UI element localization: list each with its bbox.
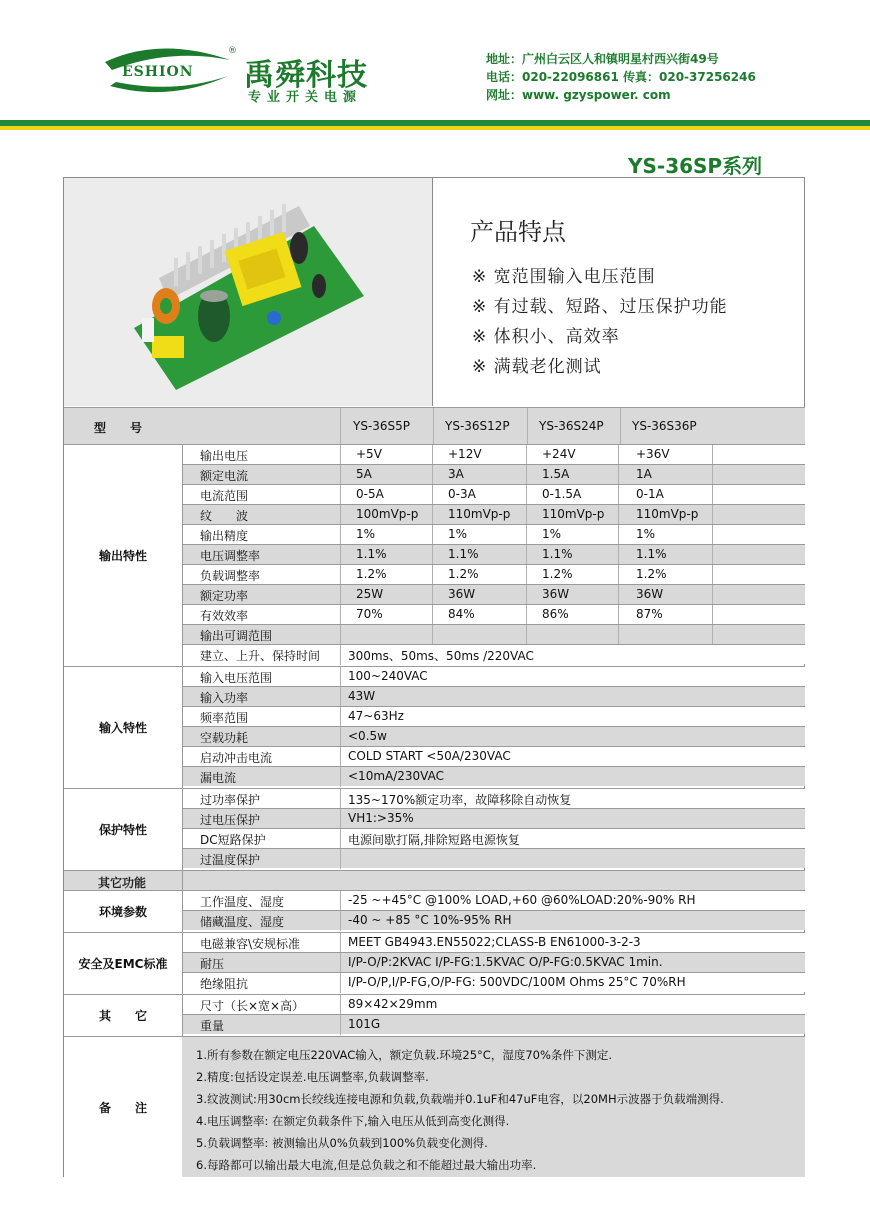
spec-row [182,766,805,786]
spec-row [182,706,805,726]
spec-label: 漏电流 [200,771,237,785]
spec-label: 输入电压范围 [200,671,273,685]
spec-value: 135~170%额定功率，故障移除自动恢复 [348,793,572,807]
model-header-row [64,407,805,444]
spec-value: -40 ~ +85 °C 10%-95% RH [348,913,512,927]
spec-value: 110mVp-p [448,507,511,521]
note-item: 2.精度:包括设定误差.电压调整率,负载调整率. [196,1070,429,1084]
category-output: 输出特性 [64,444,182,666]
spec-label: 过功率保护 [200,793,261,807]
spec-value: COLD START <50A/230VAC [348,749,511,763]
category-others: 其 它 [64,994,182,1036]
spec-value: 47~63Hz [348,709,404,723]
spec-value: 84% [448,607,475,621]
spec-value: 1.1% [542,547,573,561]
category-protection: 保护特性 [64,788,182,870]
spec-value: 1.1% [636,547,667,561]
header-band-yellow [0,126,870,130]
spec-label: 输出电压 [200,449,249,463]
spec-label: 储藏温度、湿度 [200,915,285,929]
spec-value: 70% [356,607,383,621]
spec-value: 1% [636,527,656,541]
spec-label: 重量 [200,1019,225,1033]
feature-item: ※ 宽范围输入电压范围 [472,267,656,287]
spec-row [182,484,805,504]
note-item: 1.所有参数在额定电压220VAC输入，额定负载.环境25°C，湿度70%条件下测定. [196,1048,613,1062]
spec-label: 过电压保护 [200,813,261,827]
spec-value: 25W [356,587,384,601]
spec-value: 1A [636,467,652,481]
model-name: YS-36S36P [632,419,697,433]
spec-label: 工作温度、湿度 [200,895,285,909]
spec-value: 89×42×29mm [348,997,438,1011]
spec-value: +5V [356,447,382,461]
spec-row [182,910,805,930]
spec-value: 43W [348,689,376,703]
spec-row [182,746,805,766]
spec-row [182,848,805,868]
spec-value: 1% [448,527,468,541]
spec-value: 86% [542,607,569,621]
spec-row [182,504,805,524]
spec-value: 101G [348,1017,381,1031]
spec-row [182,808,805,828]
spec-label: 建立、上升、保持时间 [200,649,321,663]
pcb-illustration [64,178,432,406]
model-name: YS-36S24P [539,419,604,433]
photo-divider [432,178,433,406]
spec-label: DC短路保护 [200,833,266,847]
spec-row [182,544,805,564]
spec-row [182,952,805,972]
spec-label: 输入功率 [200,691,249,705]
category-other-functions [64,870,805,890]
spec-value: 110mVp-p [636,507,699,521]
spec-value: 87% [636,607,663,621]
feature-item: ※ 体积小、高效率 [472,327,620,347]
spec-row [182,994,805,1014]
contact-address: 地址：广州白云区人和镇明星村西兴街49号 [486,52,719,66]
spec-value: 1.2% [356,567,387,581]
category-input: 输入特性 [64,666,182,788]
contact-website: 网址：www. gzyspower. com [486,88,671,102]
model-name: YS-36S5P [353,419,411,433]
model-name: YS-36S12P [445,419,510,433]
spec-value: 1.5A [542,467,570,481]
spec-value: 0-1.5A [542,487,582,501]
spec-value: +36V [636,447,670,461]
spec-row [182,564,805,584]
category-divider [182,444,183,1036]
spec-value: 0-3A [448,487,476,501]
spec-value: 1.2% [636,567,667,581]
spec-label: 电磁兼容\安规标准 [200,937,301,951]
spec-row [182,604,805,624]
spec-value: +12V [448,447,482,461]
spec-row [182,890,805,910]
spec-value: 1.2% [542,567,573,581]
spec-row [182,666,805,686]
spec-label: 输出可调范围 [200,629,273,643]
spec-label: 额定功率 [200,589,249,603]
spec-value: MEET GB4943.EN55022;CLASS-B EN61000-3-2-3 [348,935,641,949]
spec-row [182,524,805,544]
spec-value: <0.5w [348,729,387,743]
spec-label: 电流范围 [200,489,249,503]
spec-row [182,464,805,484]
spec-value: 300ms、50ms、50ms /220VAC [348,649,534,663]
spec-value: I/P-O/P:2KVAC I/P-FG:1.5KVAC O/P-FG:0.5KVAC 1min. [348,955,663,969]
spec-value: 0-1A [636,487,664,501]
spec-label: 负载调整率 [200,569,261,583]
product-photo [64,178,432,406]
brand-slogan: 专业开关电源 [248,90,363,105]
spec-row [182,624,805,644]
spec-value: 100~240VAC [348,669,428,683]
spec-value: 110mVp-p [542,507,605,521]
category-safety: 安全及EMC标准 [64,932,182,994]
spec-value: 36W [636,587,664,601]
category-environment: 环境参数 [64,890,182,932]
spec-label: 绝缘阻抗 [200,977,249,991]
note-item: 4.电压调整率: 在额定负载条件下,输入电压从低到高变化测得. [196,1114,510,1128]
logo-text: ESHION [122,64,194,80]
spec-label: 纹 波 [200,509,249,523]
spec-value: 1% [356,527,376,541]
spec-value: 电源间歇打隔,排除短路电源恢复 [348,833,520,847]
spec-value: I/P-O/P,I/P-FG,O/P-FG: 500VDC/100M Ohms 25°C 70%RH [348,975,686,989]
spec-value: 1.1% [448,547,479,561]
features-title: 产品特点 [470,218,566,246]
spec-value: 36W [448,587,476,601]
spec-label: 启动冲击电流 [200,751,273,765]
spec-label: 尺寸（长×宽×高） [200,999,305,1013]
spec-value: 36W [542,587,570,601]
spec-label: 有效效率 [200,609,249,623]
spec-row [182,584,805,604]
feature-item: ※ 满载老化测试 [472,357,602,377]
spec-label: 额定电流 [200,469,249,483]
category-notes: 备 注 [64,1036,182,1177]
spec-row [182,444,805,464]
spec-value: 1% [542,527,562,541]
registered-mark: ® [228,46,237,56]
notes-panel [182,1036,805,1177]
spec-value: <10mA/230VAC [348,769,444,783]
spec-value: VH1:>35% [348,811,414,825]
spec-value: 100mVp-p [356,507,419,521]
spec-value: 5A [356,467,372,481]
spec-label: 空载功耗 [200,731,249,745]
spec-row [182,972,805,992]
spec-value: 1.2% [448,567,479,581]
spec-row [182,932,805,952]
spec-value: -25 ~+45°C @100% LOAD,+60 @60%LOAD:20%-90% RH [348,893,696,907]
spec-row [182,788,805,808]
spec-row [182,726,805,746]
spec-label: 过温度保护 [200,853,261,867]
contact-phone: 电话：020-22096861 传真：020-37256246 [486,70,756,84]
feature-item: ※ 有过载、短路、过压保护功能 [472,297,728,317]
spec-label: 频率范围 [200,711,249,725]
spec-row [182,686,805,706]
spec-row [182,644,805,664]
model-label: 型 号 [94,421,143,435]
other-functions-label: 其它功能 [98,876,147,890]
note-item: 3.纹波测试:用30cm长绞线连接电源和负载,负载端并0.1uF和47uF电容，以20MH示波器于负载端测得. [196,1092,724,1106]
spec-value: 1.1% [356,547,387,561]
spec-value: 3A [448,467,464,481]
spec-row [182,1014,805,1034]
brand-name: 禹舜科技 [244,58,368,93]
spec-label: 电压调整率 [200,549,261,563]
spec-label: 输出精度 [200,529,249,543]
spec-row [182,828,805,848]
note-item: 5.负载调整率: 被测输出从0%负载到100%负载变化测得. [196,1136,488,1150]
note-item: 6.每路都可以输出最大电流,但是总负载之和不能超过最大输出功率. [196,1158,537,1172]
spec-value: +24V [542,447,576,461]
spec-value: 0-5A [356,487,384,501]
spec-label: 耐压 [200,957,225,971]
series-title: YS-36SP系列 [628,154,763,178]
